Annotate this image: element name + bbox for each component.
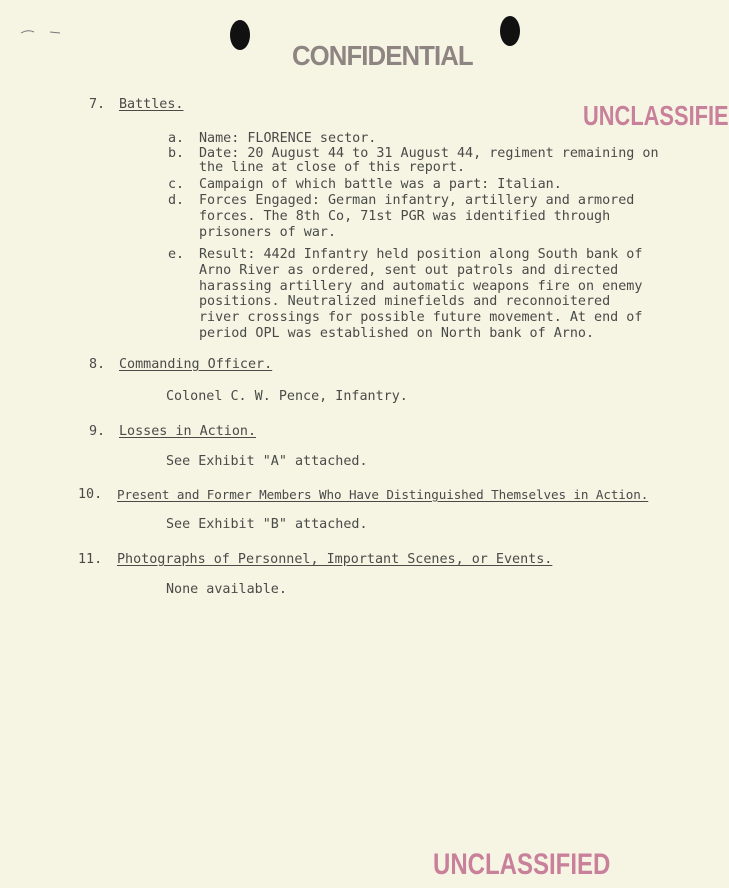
item-d-line: forces. The 8th Co, 71st PGR was identified through: [199, 209, 611, 224]
item-e-line: Arno River as ordered, sent out patrols and directed: [199, 263, 619, 278]
section-8-number: 8.: [89, 357, 106, 372]
item-e-letter: e.: [168, 247, 185, 262]
section-7-title: Battles.: [119, 97, 184, 112]
item-b-line: Date: 20 August 44 to 31 August 44, regiment remaining on: [199, 146, 659, 161]
item-d-letter: d.: [168, 193, 185, 208]
item-e-line: period OPL was established on North bank of Arno.: [199, 326, 595, 341]
item-e-line: river crossings for possible future movement. At end of: [199, 310, 643, 325]
item-e-line: Result: 442d Infantry held position along South bank of: [199, 247, 643, 262]
section-7-number: 7.: [89, 97, 106, 112]
item-d-line: Forces Engaged: German infantry, artillery and armored: [199, 193, 635, 208]
item-e-line: harassing artillery and automatic weapons fire on enemy: [199, 279, 643, 294]
pencil-mark: [20, 28, 62, 36]
section-11-title: Photographs of Personnel, Important Scenes, or Events.: [117, 552, 553, 567]
item-b-letter: b.: [168, 146, 185, 161]
section-8-body: Colonel C. W. Pence, Infantry.: [166, 389, 408, 404]
item-e-line: positions. Neutralized minefields and reconnoitered: [199, 294, 611, 309]
item-d-line: prisoners of war.: [199, 225, 337, 240]
item-b-line: the line at close of this report.: [199, 160, 466, 175]
unclassified-stamp-bottom: UNCLASSIFIED: [433, 848, 611, 881]
confidential-stamp: CONFIDENTIAL: [292, 40, 473, 71]
section-10-number: 10.: [78, 487, 103, 502]
section-10-body: See Exhibit "B" attached.: [166, 517, 368, 532]
item-c-letter: c.: [168, 177, 185, 192]
section-9-title: Losses in Action.: [119, 424, 257, 439]
item-a-letter: a.: [168, 131, 185, 146]
section-9-number: 9.: [89, 424, 106, 439]
punch-hole-right: [500, 16, 520, 46]
section-9-body: See Exhibit "A" attached.: [166, 454, 368, 469]
item-c-line: Campaign of which battle was a part: Italian.: [199, 177, 562, 192]
item-a-line: Name: FLORENCE sector.: [199, 131, 377, 146]
unclassified-stamp-top: UNCLASSIFIE: [583, 100, 729, 131]
section-11-number: 11.: [78, 552, 103, 567]
punch-hole-left: [230, 20, 250, 50]
section-10-title: Present and Former Members Who Have Distinguished Themselves in Action.: [117, 487, 649, 502]
section-11-body: None available.: [166, 582, 287, 597]
section-8-title: Commanding Officer.: [119, 357, 273, 372]
